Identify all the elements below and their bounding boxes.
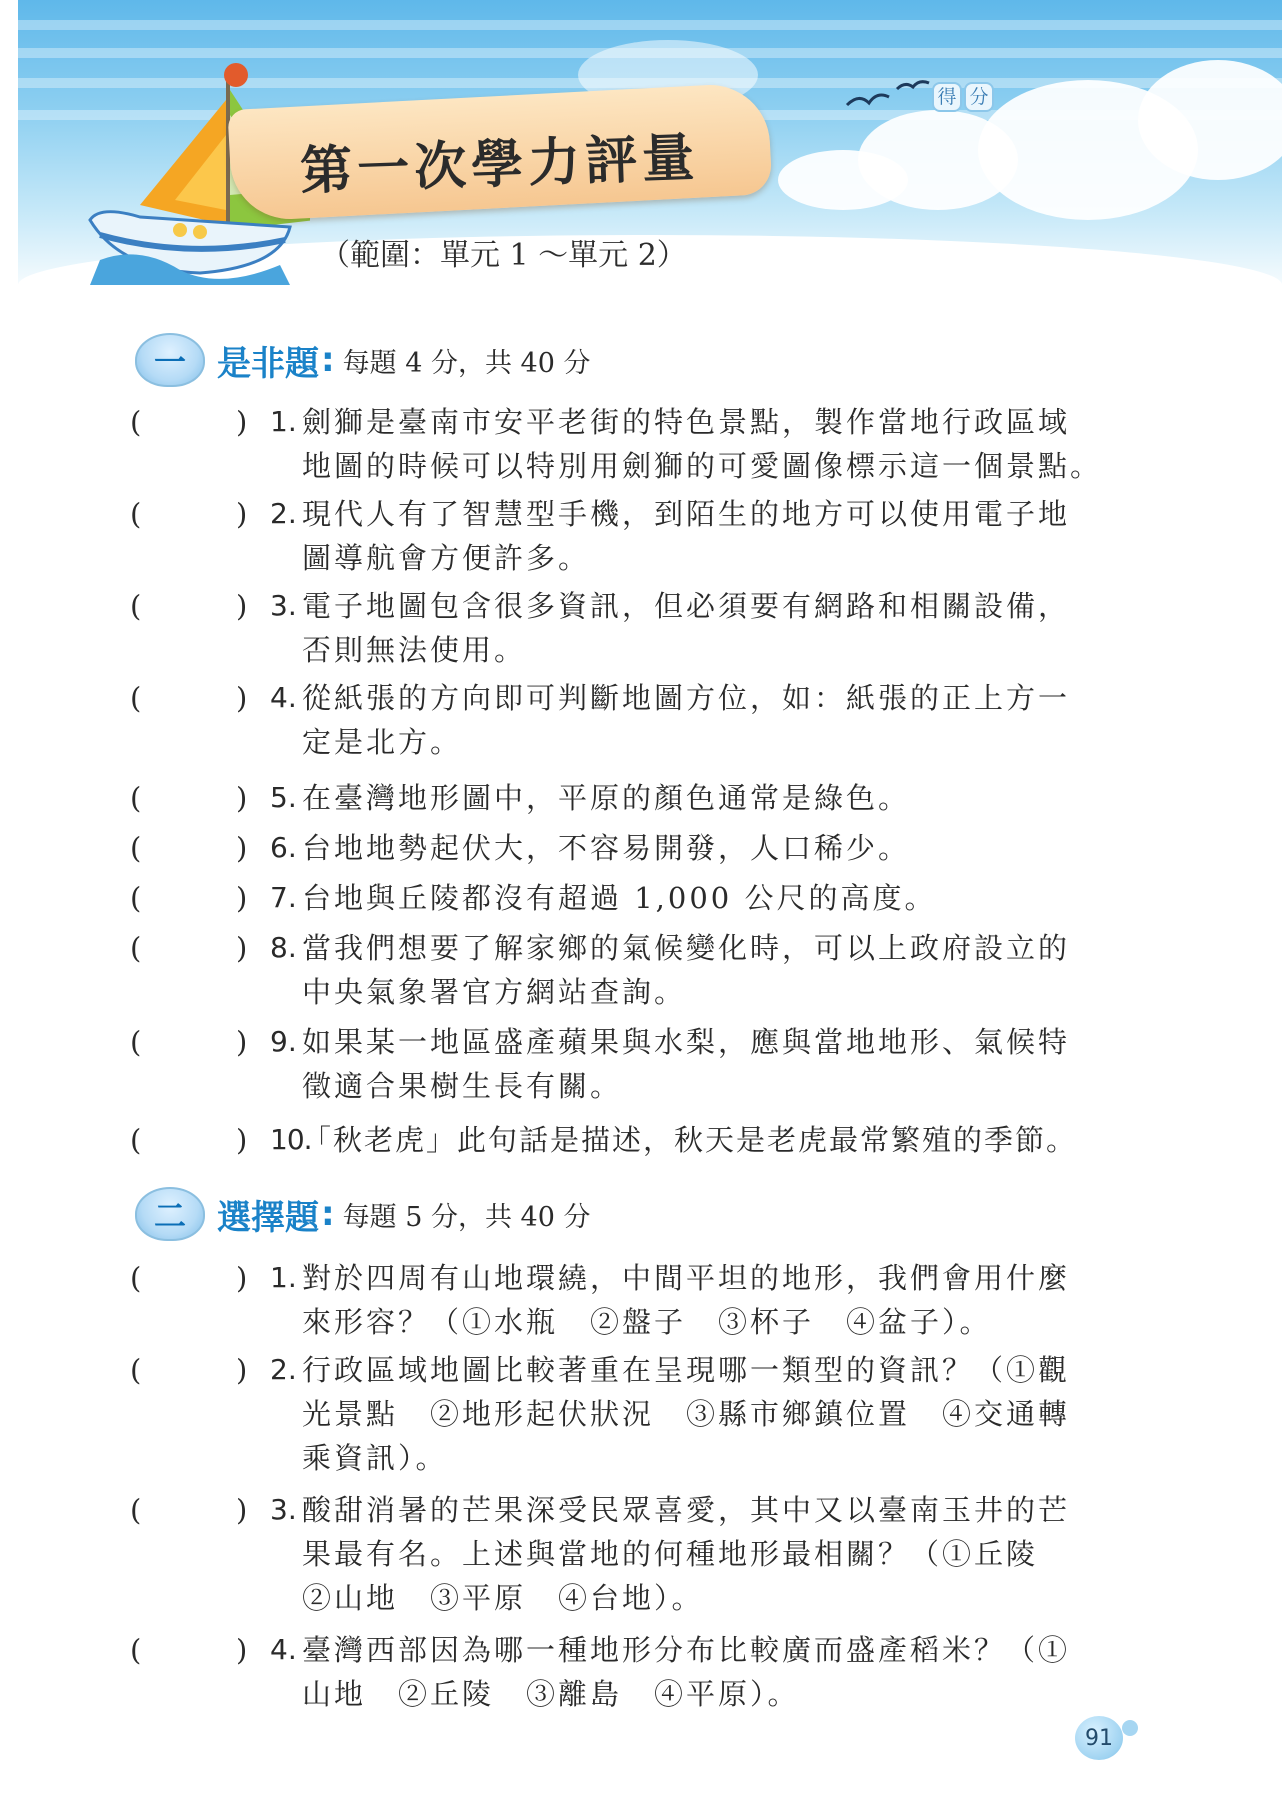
question-number: 2.	[270, 497, 297, 530]
question-item: ( ) 5. 在臺灣地形圖中，平原的顏色通常是綠色。	[130, 776, 1140, 820]
section-scoring: 每題 5 分，共 40 分	[342, 1201, 591, 1233]
question-number: 5.	[270, 781, 297, 814]
question-item: ( ) 3. 電子地圖包含很多資訊，但必須要有網路和相關設備， 否則無法使用。	[130, 584, 1140, 672]
question-number: 3.	[270, 589, 297, 622]
page-number: 91	[1075, 1716, 1123, 1760]
question-number: 1.	[270, 405, 297, 438]
question-text: 對於四周有山地環繞，中間平坦的地形，我們會用什麼 來形容？（①水瓶 ②盤子 ③杯子 ④盆子）。	[302, 1261, 1071, 1339]
section-scoring: 每題 4 分，共 40 分	[342, 347, 591, 379]
question-number: 4.	[270, 1633, 297, 1666]
question-text: 電子地圖包含很多資訊，但必須要有網路和相關設備， 否則無法使用。	[302, 589, 1071, 667]
question-number: 9.	[270, 1025, 297, 1058]
score-char: 分	[964, 82, 994, 112]
question-item: ( ) 2. 現代人有了智慧型手機，到陌生的地方可以使用電子地 圖導航會方便許多。	[130, 492, 1140, 580]
question-text: 臺灣西部因為哪一種地形分布比較廣而盛產稻米？（① 山地 ②丘陵 ③離島 ④平原）。	[302, 1633, 1071, 1711]
question-item: ( ) 4. 臺灣西部因為哪一種地形分布比較廣而盛產稻米？（① 山地 ②丘陵 ③離島 ④平原）。	[130, 1628, 1140, 1716]
question-text: 在臺灣地形圖中，平原的顏色通常是綠色。	[302, 781, 911, 815]
question-number: 8.	[270, 931, 297, 964]
question-text: 酸甜消暑的芒果深受民眾喜愛，其中又以臺南玉井的芒 果最有名。上述與當地的何種地形最相關？（①丘陵 ②山地 ③平原 ④台地）。	[302, 1493, 1071, 1615]
question-number: 6.	[270, 831, 297, 864]
question-item: ( ) 1. 對於四周有山地環繞，中間平坦的地形，我們會用什麼 來形容？（①水瓶 ②盤子 ③杯子 ④盆子）。	[130, 1256, 1140, 1344]
question-number: 1.	[270, 1261, 297, 1294]
question-item: ( ) 4. 從紙張的方向即可判斷地圖方位，如：紙張的正上方一 定是北方。	[130, 676, 1140, 764]
section-title: 選擇題	[217, 1197, 319, 1238]
shell-icon: 二	[135, 1187, 205, 1241]
question-text: 當我們想要了解家鄉的氣候變化時，可以上政府設立的 中央氣象署官方網站查詢。	[302, 931, 1071, 1009]
question-number: 3.	[270, 1493, 297, 1526]
question-text: 行政區域地圖比較著重在呈現哪一類型的資訊？（①觀 光景點 ②地形起伏狀況 ③縣市鄉鎮位置 ④交通轉 乘資訊）。	[302, 1353, 1071, 1475]
score-char: 得	[932, 82, 962, 112]
question-item: ( ) 8. 當我們想要了解家鄉的氣候變化時，可以上政府設立的 中央氣象署官方網站查詢。	[130, 926, 1140, 1014]
question-item: ( ) 10. 「秋老虎」此句話是描述，秋天是老虎最常繁殖的季節。	[130, 1118, 1140, 1162]
question-text: 台地與丘陵都沒有超過 1,000 公尺的高度。	[302, 881, 937, 915]
question-item: ( ) 6. 台地地勢起伏大，不容易開發，人口稀少。	[130, 826, 1140, 870]
question-text: 「秋老虎」此句話是描述，秋天是老虎最常繁殖的季節。	[302, 1123, 1078, 1157]
question-item: ( ) 7. 台地與丘陵都沒有超過 1,000 公尺的高度。	[130, 876, 1140, 920]
question-text: 如果某一地區盛產蘋果與水梨，應與當地地形、氣候特 徵適合果樹生長有關。	[302, 1025, 1071, 1103]
question-text: 台地地勢起伏大，不容易開發，人口稀少。	[302, 831, 911, 865]
bubble-decoration	[1122, 1720, 1138, 1736]
birds-illustration	[845, 75, 935, 115]
section-header-multiple-choice: 二 選擇題 : 每題 5 分，共 40 分	[135, 1184, 590, 1244]
section-header-true-false: 一 是非題 : 每題 4 分，共 40 分	[135, 330, 590, 390]
question-item: ( ) 2. 行政區域地圖比較著重在呈現哪一類型的資訊？（①觀 光景點 ②地形起伏狀況 ③縣市鄉鎮位置 ④交通轉 乘資訊）。	[130, 1348, 1140, 1480]
question-text: 劍獅是臺南市安平老街的特色景點，製作當地行政區域 地圖的時候可以特別用劍獅的可愛圖像標示這一個景點。	[302, 405, 1103, 483]
score-badge	[932, 82, 994, 112]
question-number: 4.	[270, 681, 297, 714]
page-title: 第一次學力評量	[299, 128, 701, 202]
shell-icon: 一	[135, 333, 205, 387]
question-text: 現代人有了智慧型手機，到陌生的地方可以使用電子地 圖導航會方便許多。	[302, 497, 1071, 575]
question-number: 2.	[270, 1353, 297, 1386]
section-title: 是非題	[217, 343, 319, 384]
question-item: ( ) 9. 如果某一地區盛產蘋果與水梨，應與當地地形、氣候特 徵適合果樹生長有關。	[130, 1020, 1140, 1108]
question-item: ( ) 1. 劍獅是臺南市安平老街的特色景點，製作當地行政區域 地圖的時候可以特別用劍獅的可愛圖像標示這一個景點。	[130, 400, 1140, 488]
question-number: 7.	[270, 881, 297, 914]
question-number: 10.	[270, 1123, 312, 1156]
exam-range: （範圍：單元 1 ～單元 2）	[320, 238, 687, 273]
question-text: 從紙張的方向即可判斷地圖方位，如：紙張的正上方一 定是北方。	[302, 681, 1071, 759]
question-item: ( ) 3. 酸甜消暑的芒果深受民眾喜愛，其中又以臺南玉井的芒 果最有名。上述與當地的何種地形最相關？（①丘陵 ②山地 ③平原 ④台地）。	[130, 1488, 1140, 1620]
